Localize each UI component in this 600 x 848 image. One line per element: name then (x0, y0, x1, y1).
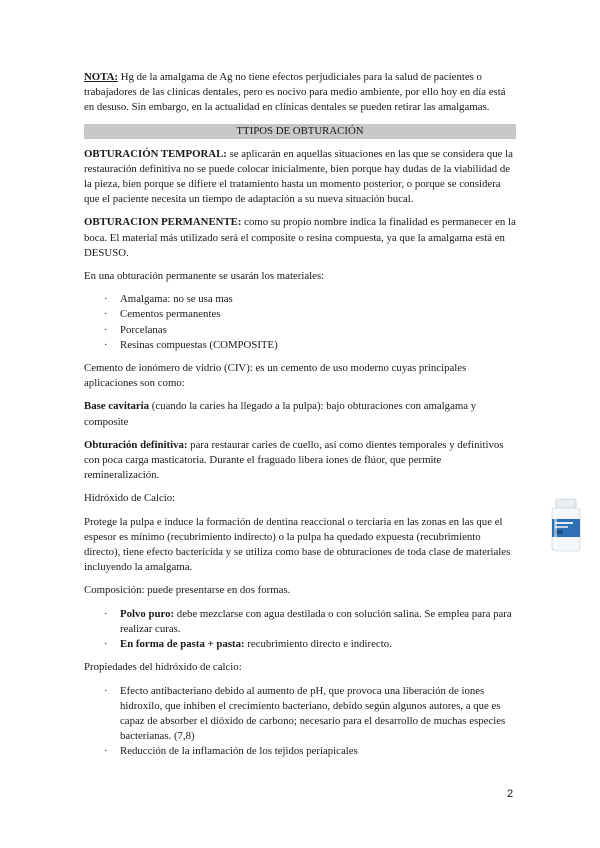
list-item (84, 637, 516, 652)
page-number: 2 (507, 788, 514, 800)
composicion-intro: Composición: puede presentarse en dos formas. (84, 584, 291, 597)
propiedades-list (84, 684, 516, 760)
bullet-icon: · (104, 294, 108, 306)
permanente-text: como su propio nombre indica la finalidad es permanecer en la boca. El material más utilizado será el composite o resina compuesta, ya que la amalgama está en DESUSO. (84, 216, 516, 259)
list-item-text: Amalgama: no se usa mas (120, 293, 233, 306)
bullet-icon: · (104, 685, 108, 697)
list-item (84, 607, 516, 637)
definitiva-paragraph (84, 438, 516, 484)
list-item-text: Efecto antibacteriano debido al aumento de pH, que provoca una liberación de iones hidroxilo, que inhiben el crecimiento bacteriano, debido según algunos autores, a que es capaz de absorber el dióxido de carbono; necesario para el desarrollo de muchas especies bacterianas. (7,8) (120, 684, 506, 743)
list-item-text: debe mezclarse con agua destilada o con solución salina. Se emplea para para realizar curas. (120, 607, 512, 635)
list-item (84, 307, 516, 322)
base-text: (cuando la caries ha llegado a la pulpa): bajo obturaciones con amalgama y composite (84, 400, 477, 428)
materials-intro: En una obturación permanente se usarán los materiales: (84, 270, 325, 283)
list-item (84, 338, 516, 353)
bullet-icon: · (104, 309, 108, 321)
section-title-band: TTIPOS DE OBTURACIÓN (84, 124, 516, 139)
base-label: Base cavitaria (84, 400, 150, 413)
note-text: Hg de la amalgama de Ag no tiene efectos perjudiciales para la salud de pacientes o trabajadores de las clínicas dentales, pero es nocivo para medio ambiente, por ello hoy en día está en desuso. Sin embargo, en la actualidad en clínicas dentales se pueden retirar las amalgamas. (84, 71, 506, 114)
temporal-text: se aplicarán en aquellas situaciones en las que se considera que la restauración definitiva no se puede colocar inicialmente, bien porque hay dudas de la viabilidad de la pieza, bien porque se difiere el tratamiento hasta un momento posterior, o porque se considera que el paciente necesita un tiempo de adaptación a su nueva situación bucal. (84, 147, 513, 206)
permanente-label: OBTURACION PERMANENTE: (84, 216, 242, 229)
bullet-icon: · (104, 639, 108, 651)
list-item (84, 684, 516, 745)
document-body (84, 70, 516, 768)
list-item-text: Resinas compuestas (COMPOSITE) (120, 338, 278, 351)
definitiva-text: para restaurar caries de cuello, así como dientes temporales y definitivos con poca carga masticatoria. Durante el fraguado libera iones de flúor, que permite remineralización. (84, 438, 504, 482)
list-item-label: En forma de pasta + pasta: (120, 638, 245, 651)
list-item-text: recubrimiento directo e indirecto. (244, 638, 392, 651)
definitiva-label: Obturación definitiva: (84, 438, 188, 451)
bullet-icon: · (104, 608, 108, 620)
bullet-icon: · (104, 339, 108, 351)
civ-paragraph: Cemento de ionómero de vidrio (CIV): es un cemento de uso moderno cuyas principales aplicaciones son como: (84, 362, 467, 390)
list-item-text: Cementos permanentes (120, 308, 221, 321)
note-paragraph (84, 70, 516, 116)
list-item-label: Polvo puro: (120, 607, 175, 620)
note-label: NOTA: (84, 71, 118, 83)
list-item-text: Reducción de la inflamación de los tejidos periapicales (120, 745, 358, 758)
list-item-text: Porcelanas (120, 323, 167, 336)
list-item (84, 292, 516, 307)
calcium-hydroxide-product-image (548, 497, 584, 553)
hidroxido-title: Hidróxido de Calcio: (84, 492, 176, 505)
list-item (84, 744, 516, 759)
base-paragraph (84, 399, 516, 429)
hidroxido-paragraph: Protege la pulpa e induce la formación de dentina reaccional o terciaria en las zonas en las que el espesor es mínimo (recubrimiento indirecto) o la pulpa ha quedado expuesta (recubrimiento directo), tiene efecto bactericida y se utiliza como base de obturaciones de toda clase de materiales incluyendo la amalgama. (84, 515, 511, 574)
materials-list (84, 292, 516, 353)
composicion-list (84, 607, 516, 653)
temporal-label: OBTURACIÓN TEMPORAL: (84, 147, 227, 160)
permanente-paragraph (84, 215, 516, 261)
temporal-paragraph (84, 147, 516, 208)
list-item (84, 323, 516, 338)
propiedades-intro: Propiedades del hidróxido de calcio: (84, 661, 242, 674)
bullet-icon: · (104, 324, 108, 336)
bullet-icon: · (104, 746, 108, 758)
